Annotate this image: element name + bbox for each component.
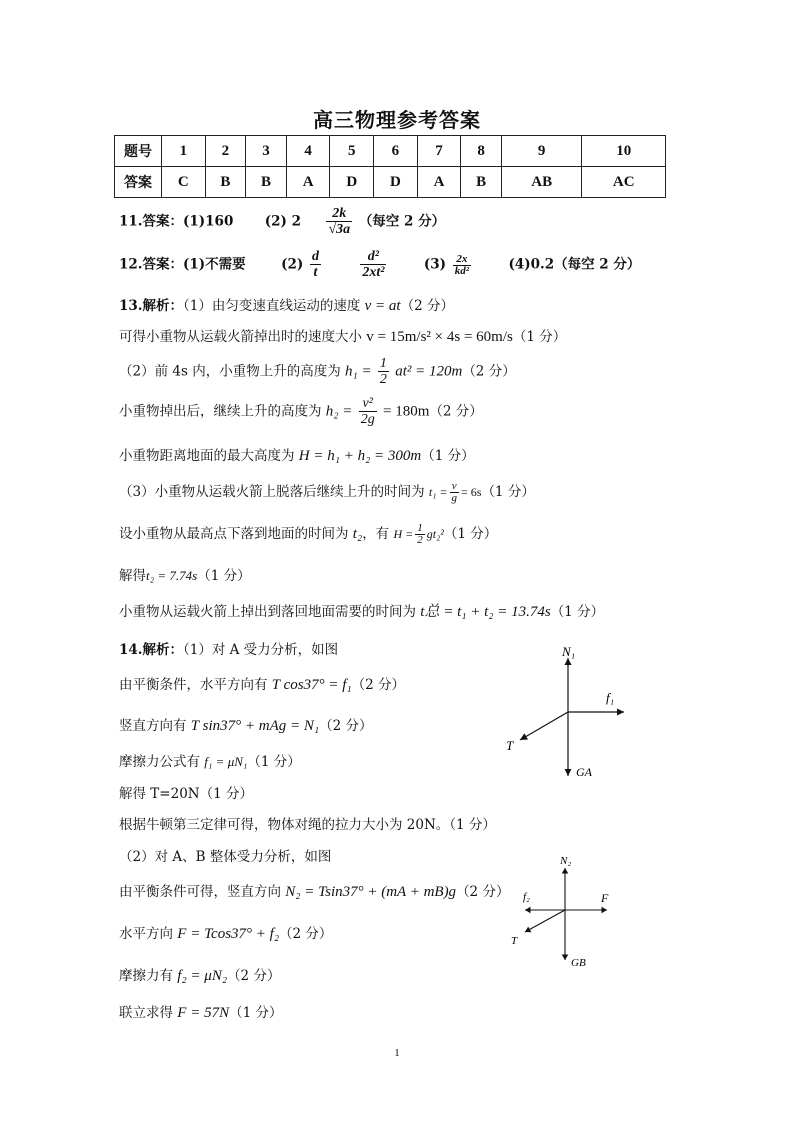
q13-score: （1 分） <box>443 526 498 542</box>
table-cell-number: 9 <box>501 136 581 167</box>
q12-line <box>119 249 640 281</box>
q13-heading: 13.解析： <box>119 298 183 314</box>
q13-score: （1 分） <box>421 448 475 464</box>
q13-fraction <box>378 356 389 388</box>
q12-frac1 <box>310 249 321 281</box>
table-cell-number: 10 <box>582 136 666 167</box>
q13-frac-den: 2 <box>417 534 423 546</box>
q13-score: （2 分） <box>462 363 516 380</box>
q14-line-1 <box>119 638 338 658</box>
q13-text: （3）小重物从运载火箭上脱落后继续上升的时间为 <box>119 484 425 500</box>
label-f1: f₁ <box>606 690 615 705</box>
q11-note: （每空 2 分） <box>358 213 446 230</box>
q14-line-5: 解得 T=20N（1 分） <box>119 786 253 802</box>
q13-text: 小重物从运载火箭上掉出到落回地面需要的时间为 <box>119 604 416 620</box>
q14-line-8 <box>119 880 509 901</box>
q13-equation: t₂ <box>352 526 363 542</box>
q14-line-3 <box>119 714 372 735</box>
label-n1: N₁ <box>562 644 576 659</box>
q14-equation: T sin37° + mAg = N₁ <box>190 718 320 734</box>
q13-line-2 <box>119 325 566 346</box>
q12-frac3-num: 2x <box>453 254 471 266</box>
page-title: 高三物理参考答案 <box>313 108 481 132</box>
table-cell-number: 3 <box>246 136 287 167</box>
q12-frac2-num: d² <box>360 249 386 265</box>
q13-frac-num: 1 <box>417 522 423 534</box>
table-header-label: 题号 <box>115 136 162 167</box>
q13-equation: H = <box>393 527 414 541</box>
force-diagram-a <box>500 640 640 790</box>
q14-equation: T cos37° = f₁ <box>271 677 352 693</box>
q13-equation: gt₂² <box>426 527 444 541</box>
label-n2: N₂ <box>560 855 572 867</box>
q14-score: （1 分） <box>229 1005 283 1021</box>
q14-equation: N₂ = Tsin37° + (mA + mB)g <box>285 884 457 900</box>
q11-prefix: 11.答案：(1)160 <box>119 213 234 230</box>
q13-line-9 <box>119 600 604 621</box>
table-cell-answer: A <box>417 167 461 198</box>
table-cell-answer: B <box>461 167 502 198</box>
q13-fraction <box>450 481 460 504</box>
q13-frac-den: 2 <box>379 372 387 387</box>
q13-line-8 <box>119 564 251 584</box>
table-cell-answer: B <box>246 167 287 198</box>
label-t: T <box>506 738 514 753</box>
page-number: 1 <box>394 1047 400 1059</box>
q14-equation: F = Tcos37° + f₂ <box>177 926 280 942</box>
q11-frac-num: 2k <box>326 206 352 222</box>
q11-frac-den: √3a <box>328 222 351 237</box>
q14-text: 由平衡条件，水平方向有 <box>119 677 268 693</box>
q11-line <box>119 206 445 238</box>
table-cell-number: 7 <box>417 136 461 167</box>
q13-frac-den: 2g <box>360 412 375 427</box>
q13-text: 可得小重物从运载火箭掉出时的速度大小 <box>119 329 362 345</box>
q13-score: （1 分） <box>512 329 567 345</box>
q13-text: ，有 <box>362 526 390 542</box>
q13-line-4 <box>119 396 483 428</box>
q14-line-4 <box>119 750 301 770</box>
label-f2: f₂ <box>523 891 530 903</box>
table-cell-number: 4 <box>286 136 330 167</box>
q12-frac1-den: t <box>313 265 318 280</box>
force-diagram-ab <box>505 852 635 977</box>
table-cell-number: 2 <box>205 136 246 167</box>
q13-frac-num: v² <box>359 396 377 412</box>
table-cell-answer: D <box>330 167 374 198</box>
q13-text: 解得 <box>119 568 146 584</box>
q14-line-11 <box>119 1001 282 1022</box>
table-answer-label: 答案 <box>115 167 162 198</box>
q13-score: （1 分） <box>197 568 251 584</box>
q12-frac3 <box>453 254 471 277</box>
q11-part2: (2) 2 <box>264 213 302 230</box>
q14-score: （2 分） <box>279 926 333 942</box>
q13-frac-num: v <box>450 481 460 493</box>
q14-line-7: （2）对 A、B 整体受力分析，如图 <box>119 849 332 865</box>
q14-line-2 <box>119 673 405 694</box>
q13-line-5 <box>119 444 475 465</box>
q12-frac2 <box>360 249 386 281</box>
q13-score: （1 分） <box>481 484 535 500</box>
q13-equation: v = 15m/s² × 4s = 60m/s <box>366 329 513 345</box>
q14-text: 水平方向 <box>119 926 173 942</box>
q14-score: （2 分） <box>319 718 373 734</box>
q13-score: （2 分） <box>429 403 483 420</box>
table-cell-number: 1 <box>162 136 206 167</box>
q13-equation: t总 = t₁ + t₂ = 13.74s <box>420 604 551 620</box>
q14-text: 联立求得 <box>119 1005 173 1021</box>
q13-equation: t₁ = <box>428 485 448 499</box>
tension-arrow <box>525 910 565 932</box>
q12-p3: (3) <box>423 256 447 273</box>
q13-text: （2）前 4s 内，小重物上升的高度为 <box>119 363 341 380</box>
table-cell-answer: A <box>286 167 330 198</box>
q13-text: （1）由匀变速直线运动的速度 <box>183 298 361 314</box>
q14-text: 由平衡条件可得，竖直方向 <box>119 884 281 900</box>
q13-fraction <box>359 396 377 428</box>
q11-fraction <box>326 206 352 238</box>
q13-equation: h₁ = <box>345 363 372 380</box>
table-cell-answer: AB <box>501 167 581 198</box>
table-cell-number: 5 <box>330 136 374 167</box>
label-t: T <box>511 935 518 947</box>
label-f: F <box>601 891 609 905</box>
q13-text: 小重物掉出后，继续上升的高度为 <box>119 403 322 420</box>
table-cell-number: 8 <box>461 136 502 167</box>
q12-frac3-den: kd² <box>454 264 470 277</box>
q13-frac-num: 1 <box>379 356 387 371</box>
q14-score: （2 分） <box>351 677 406 693</box>
q14-line-9 <box>119 922 332 943</box>
label-ga: GA <box>576 765 592 779</box>
q13-line-7 <box>119 522 497 546</box>
q13-equation: = 6s <box>461 485 482 499</box>
q13-line-1 <box>119 294 454 315</box>
q14-text: （1）对 A 受力分析，如图 <box>183 642 339 658</box>
q13-text: 设小重物从最高点下落到地面的时间为 <box>119 526 349 542</box>
q14-equation: f₁ = μN₁ <box>204 754 248 769</box>
q14-heading: 14.解析： <box>119 642 183 658</box>
tension-arrow <box>520 712 568 740</box>
q14-equation: f₂ = μN₂ <box>177 968 228 984</box>
q12-frac1-num: d <box>311 249 319 264</box>
table-row-answers <box>115 167 666 198</box>
table-cell-answer: D <box>374 167 418 198</box>
label-gb: GB <box>571 957 586 969</box>
table-cell-number: 6 <box>374 136 418 167</box>
q13-equation: t₂ = 7.74s <box>146 568 198 583</box>
q12-frac2-den: 2xt² <box>362 265 385 280</box>
table-cell-answer: B <box>205 167 246 198</box>
q14-equation: F = 57N <box>177 1005 230 1021</box>
q14-score: （2 分） <box>227 968 281 984</box>
q14-score: （1 分） <box>247 754 301 770</box>
q13-line-6 <box>119 480 535 504</box>
q14-text: 摩擦力公式有 <box>119 754 200 770</box>
table-row-numbers <box>115 136 666 167</box>
table-cell-answer: AC <box>582 167 666 198</box>
q13-equation: v = at <box>364 298 401 314</box>
q14-score: （2 分） <box>456 884 510 900</box>
table-cell-answer: C <box>162 167 206 198</box>
q13-score: （2 分） <box>400 298 454 314</box>
q13-fraction <box>415 523 425 546</box>
q13-line-3 <box>119 356 516 388</box>
q14-line-6: 根据牛顿第三定律可得，物体对绳的拉力大小为 20N。（1 分） <box>119 817 496 833</box>
q13-score: （1 分） <box>550 604 605 620</box>
q12-prefix: 12.答案：(1)不需要 <box>119 256 246 273</box>
q12-p2: (2) <box>281 256 304 273</box>
q13-equation: H = h₁ + h₂ = 300m <box>298 448 422 464</box>
q13-frac-den: g <box>451 492 457 504</box>
q13-equation: h₂ = <box>325 403 353 420</box>
q13-text: 小重物距离地面的最大高度为 <box>119 448 295 464</box>
q14-text: 摩擦力有 <box>119 968 173 984</box>
q12-p4: (4)0.2（每空 2 分） <box>508 256 641 273</box>
q13-equation: at² = 120m <box>395 363 463 380</box>
q13-equation: = 180m <box>382 403 430 420</box>
answer-table <box>114 135 666 198</box>
q14-line-10 <box>119 964 280 985</box>
q14-text: 竖直方向有 <box>119 718 187 734</box>
